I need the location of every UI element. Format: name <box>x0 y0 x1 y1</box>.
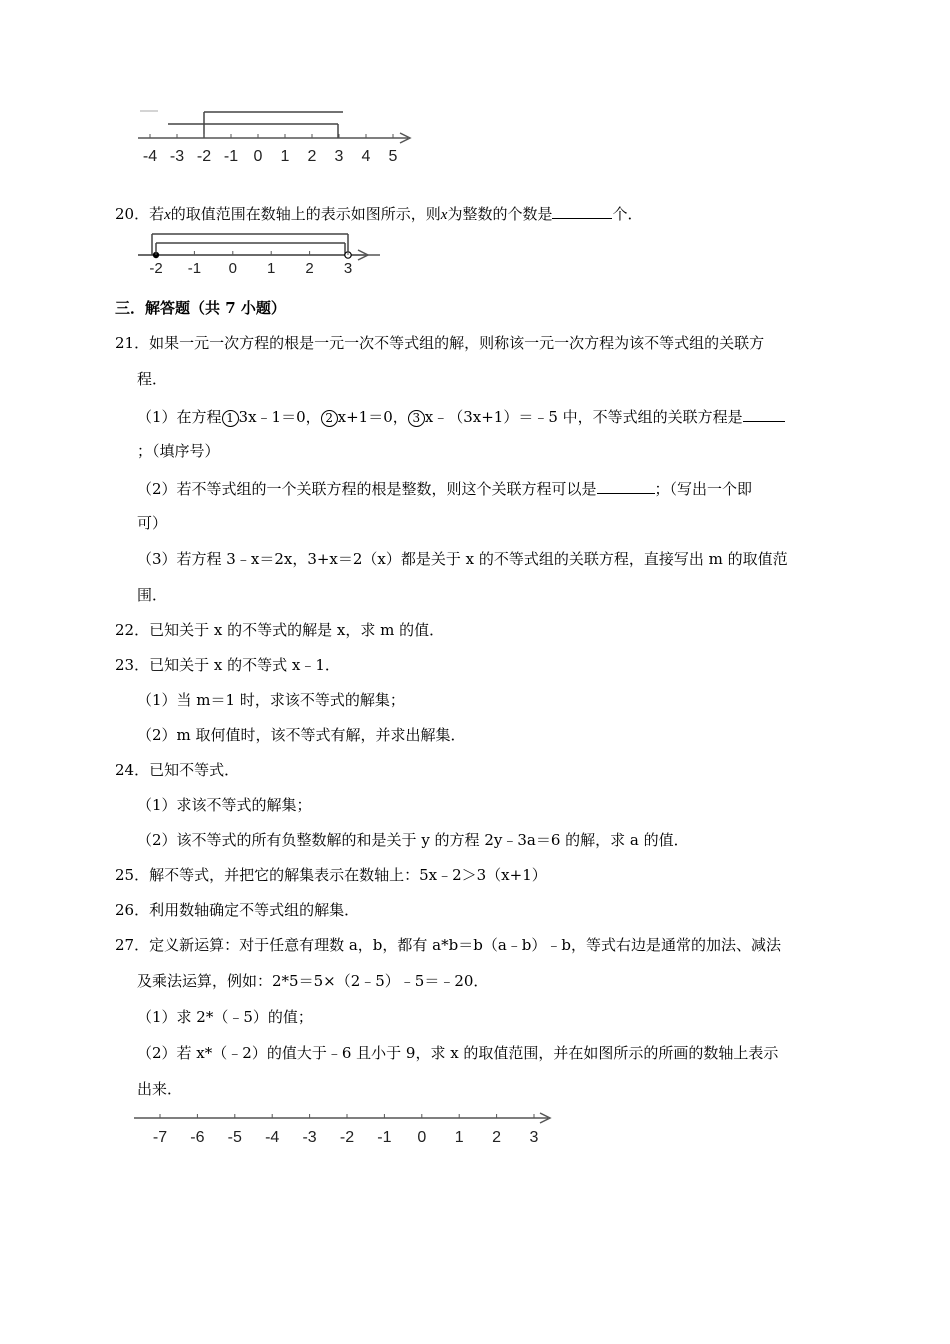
number-line-figure-q27 <box>130 1105 560 1150</box>
tick-label: 1 <box>454 1129 464 1146</box>
tick-label: 3 <box>529 1129 539 1146</box>
answer-blank[interactable] <box>597 477 655 494</box>
tick-label: -4 <box>142 148 158 165</box>
question-21: 21．如果一元一次方程的根是一元一次不等式组的解，则称该一元一次方程为该不等式组的关联方 <box>115 334 765 352</box>
tick-label: 3 <box>334 148 344 165</box>
tick-label: -7 <box>152 1129 168 1146</box>
circled-number: 1 <box>222 410 239 427</box>
question-25: 25．解不等式，并把它的解集表示在数轴上：5x﹣2＞3（x+1） <box>115 866 547 884</box>
tick-label: 0 <box>417 1129 427 1146</box>
circled-number: 2 <box>321 410 338 427</box>
tick-label: 2 <box>492 1129 502 1146</box>
question-number: 22． <box>115 621 150 639</box>
tick-label: -3 <box>302 1129 317 1146</box>
tick-label: 2 <box>307 148 317 165</box>
question-20: 20．若x的取值范围在数轴上的表示如图所示，则x为整数的个数是 个． <box>115 202 643 225</box>
q21-part2: （2）若不等式组的一个关联方程的根是整数，则这个关联方程可以是 ；（写出一个即 <box>137 477 752 499</box>
answer-blank[interactable] <box>552 202 612 219</box>
answer-blank[interactable] <box>743 405 785 422</box>
number-line-figure-q20 <box>130 228 380 278</box>
tick-label: 0 <box>253 148 263 165</box>
circled-number: 3 <box>408 410 425 427</box>
question-22: 22．已知关于 x 的不等式的解是 x，求 m 的值． <box>115 621 445 639</box>
question-number: 27． <box>115 936 150 954</box>
tick-label: 1 <box>280 148 290 165</box>
tick-label: -5 <box>227 1129 242 1146</box>
tick-label: -6 <box>190 1129 205 1146</box>
question-26: 26．利用数轴确定不等式组的解集． <box>115 901 360 919</box>
question-number: 26． <box>115 901 150 919</box>
tick-label: 2 <box>305 260 314 277</box>
tick-label: -2 <box>196 148 212 165</box>
section-title: 三．解答题（共 7 小题） <box>115 299 286 317</box>
tick-label: 4 <box>361 148 371 165</box>
q21-part3: （3）若方程 3﹣x＝2x，3+x＝2（x）都是关于 x 的不等式组的关联方程，直接写出 m 的取值范 <box>137 550 788 568</box>
question-number: 24． <box>115 761 150 779</box>
tick-label: -4 <box>265 1129 280 1146</box>
q21-part1: （1）在方程 1 3x﹣1＝0， 2 x+1＝0， 3 x﹣（3x+1）＝﹣5 中，不等式组的关联方程是 <box>137 405 785 427</box>
tick-label: -2 <box>339 1129 355 1146</box>
tick-label: -2 <box>149 260 163 277</box>
question-number: 20． <box>115 205 150 223</box>
tick-label: -1 <box>377 1129 392 1146</box>
question-23: 23．已知关于 x 的不等式 x﹣1． <box>115 656 340 674</box>
question-number: 23． <box>115 656 150 674</box>
tick-label: 0 <box>228 260 237 277</box>
number-line-figure-top <box>130 100 420 170</box>
tick-label: -1 <box>187 260 202 277</box>
question-27: 27．定义新运算：对于任意有理数 a，b，都有 a*b＝b（a﹣b）﹣b，等式右边是通常的加法、减法 <box>115 936 781 954</box>
question-number: 25． <box>115 866 150 884</box>
question-24: 24．已知不等式． <box>115 761 240 779</box>
tick-label: 3 <box>343 260 353 277</box>
question-number: 21． <box>115 334 150 352</box>
tick-label: -1 <box>223 148 239 165</box>
tick-label: -3 <box>169 148 185 165</box>
tick-label: 1 <box>267 260 276 277</box>
tick-label: 5 <box>388 148 398 165</box>
